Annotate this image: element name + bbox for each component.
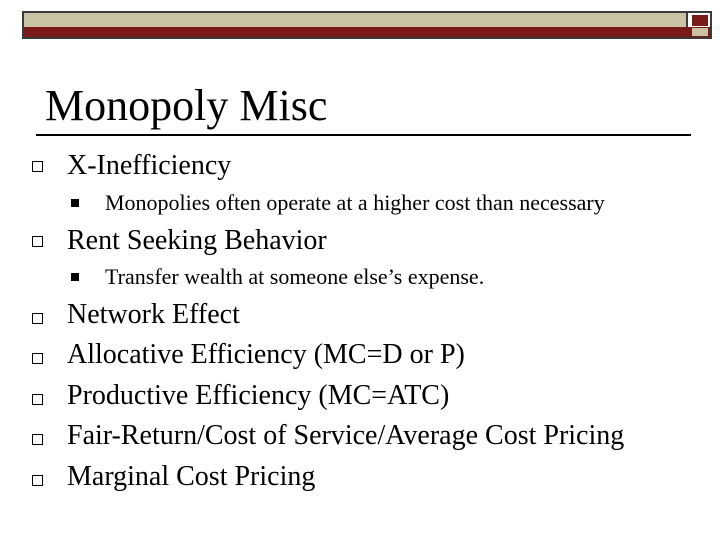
sub-bullet-item: Monopolies often operate at a higher cost than necessary bbox=[105, 190, 605, 215]
hollow-square-icon bbox=[32, 313, 43, 324]
bullet-item: Rent Seeking Behavior bbox=[67, 225, 327, 256]
hollow-square-icon bbox=[32, 394, 43, 405]
hollow-square-icon bbox=[32, 161, 43, 172]
hollow-square-icon bbox=[32, 475, 43, 486]
bullet-item: Productive Efficiency (MC=ATC) bbox=[67, 380, 450, 411]
slide-title: Monopoly Misc bbox=[45, 81, 328, 130]
bullet-item: Fair-Return/Cost of Service/Average Cost Pricing bbox=[67, 420, 625, 451]
filled-square-icon bbox=[71, 273, 79, 281]
bullet-item: Marginal Cost Pricing bbox=[67, 461, 316, 492]
sub-bullet-item: Transfer wealth at someone else’s expense. bbox=[105, 264, 485, 289]
bullet-item: Network Effect bbox=[67, 299, 240, 330]
bullet-item: Allocative Efficiency (MC=D or P) bbox=[67, 339, 465, 370]
hollow-square-icon bbox=[32, 236, 43, 247]
hollow-square-icon bbox=[32, 434, 43, 445]
filled-square-icon bbox=[71, 199, 79, 207]
bullet-item: X-Inefficiency bbox=[67, 150, 232, 181]
hollow-square-icon bbox=[32, 353, 43, 364]
